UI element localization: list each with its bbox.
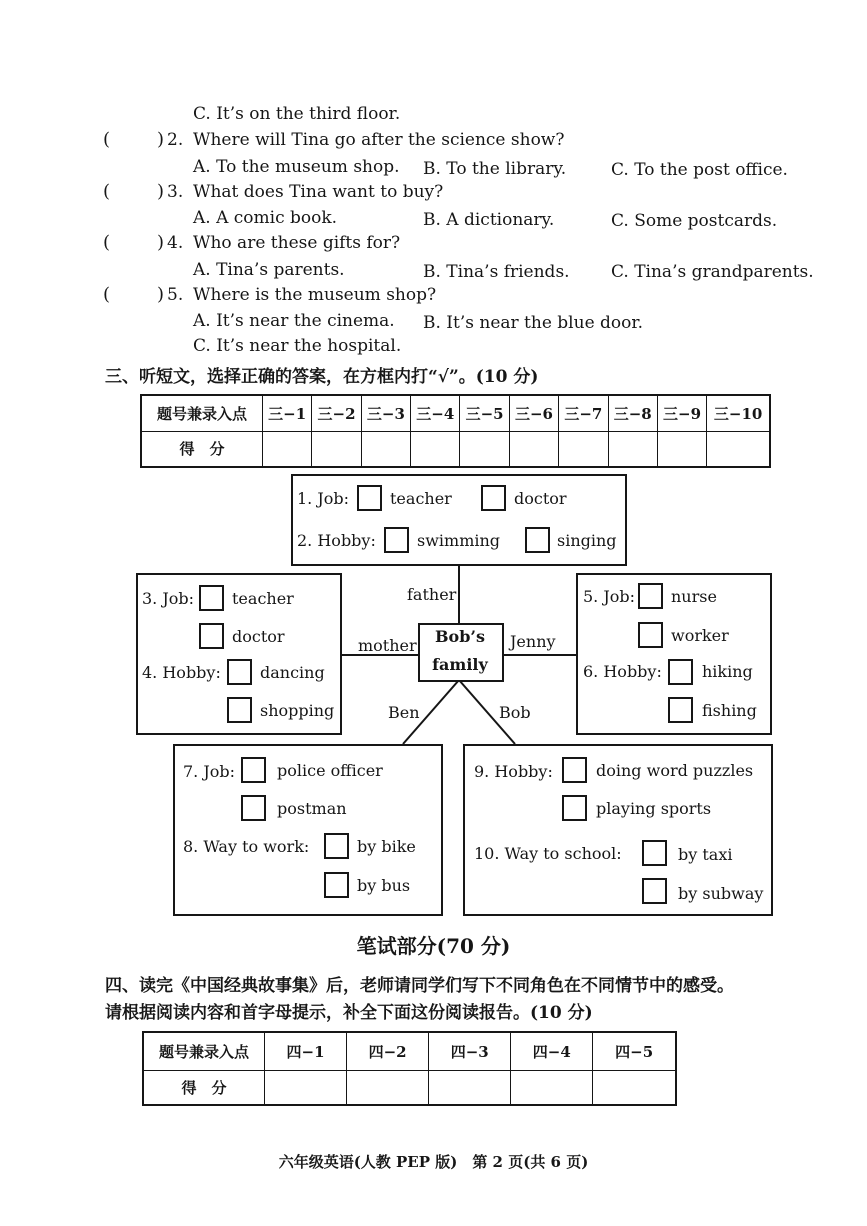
option-label: by taxi bbox=[678, 845, 733, 864]
written-part-title: 笔试部分(70 分) bbox=[356, 934, 511, 958]
q5-checkbox-nurse[interactable] bbox=[638, 583, 663, 609]
page-footer: 六年级英语(人教 PEP 版) 第 2 页(共 6 页) bbox=[278, 1153, 589, 1171]
option-a: A. A comic book. bbox=[193, 208, 338, 228]
score-col-header: 四−3 bbox=[429, 1032, 511, 1070]
link-label-mother: mother bbox=[358, 636, 417, 655]
score-col-header: 三−2 bbox=[312, 395, 361, 431]
option-label: worker bbox=[671, 626, 729, 645]
score-col-header: 三−7 bbox=[559, 395, 608, 431]
score-cell[interactable] bbox=[593, 1070, 676, 1105]
q4-label: 4. Hobby: bbox=[142, 663, 221, 682]
option-label: by bus bbox=[357, 876, 411, 895]
score-col-header: 三−6 bbox=[509, 395, 558, 431]
option-c: C. To the post office. bbox=[611, 160, 788, 180]
question-text: Where will Tina go after the science show? bbox=[193, 130, 565, 150]
score-col-header: 三−4 bbox=[411, 395, 460, 431]
q1-option-c: C. It’s on the third floor. bbox=[193, 104, 401, 124]
q4-checkbox-dancing[interactable] bbox=[227, 659, 252, 685]
link-label-bob: Bob bbox=[499, 703, 531, 722]
q2-checkbox-singing[interactable] bbox=[525, 527, 550, 553]
option-label: hiking bbox=[702, 662, 753, 681]
option-label: doctor bbox=[232, 627, 285, 646]
answer-paren-close: ) bbox=[157, 232, 165, 253]
option-label: doctor bbox=[514, 489, 567, 508]
answer-paren-close: ) bbox=[157, 129, 165, 150]
option-c: C. It’s near the hospital. bbox=[193, 336, 402, 356]
link-label-ben: Ben bbox=[388, 703, 420, 722]
option-c: C. Some postcards. bbox=[611, 211, 778, 231]
score-col-header: 四−2 bbox=[347, 1032, 429, 1070]
q5-checkbox-worker[interactable] bbox=[638, 622, 663, 648]
q2-checkbox-swimming[interactable] bbox=[384, 527, 409, 553]
q3-checkbox-doctor[interactable] bbox=[199, 623, 224, 649]
option-label: teacher bbox=[390, 489, 452, 508]
q6-checkbox-fishing[interactable] bbox=[668, 697, 693, 723]
q10-checkbox-by-taxi[interactable] bbox=[642, 840, 667, 866]
center-label-line1: Bob’s bbox=[435, 627, 485, 646]
score-cell[interactable] bbox=[511, 1070, 593, 1105]
q5-label: 5. Job: bbox=[583, 587, 636, 606]
q3-checkbox-teacher[interactable] bbox=[199, 585, 224, 611]
answer-paren-close: ) bbox=[157, 181, 165, 202]
q6-checkbox-hiking[interactable] bbox=[668, 659, 693, 685]
question-text: What does Tina want to buy? bbox=[193, 182, 444, 202]
q8-checkbox-by-bus[interactable] bbox=[324, 872, 349, 898]
score-col-header: 四−4 bbox=[511, 1032, 593, 1070]
option-a: A. Tina’s parents. bbox=[193, 260, 345, 280]
option-label: swimming bbox=[417, 531, 501, 550]
option-label: by bike bbox=[357, 837, 416, 856]
score-col-header: 四−1 bbox=[265, 1032, 347, 1070]
option-b: B. It’s near the blue door. bbox=[423, 313, 644, 333]
q10-label: 10. Way to school: bbox=[474, 844, 622, 863]
father-box bbox=[291, 474, 627, 566]
link-label-father: father bbox=[407, 585, 457, 604]
question-text: Who are these gifts for? bbox=[193, 233, 401, 253]
q8-checkbox-by-bike[interactable] bbox=[324, 833, 349, 859]
question-number: 2. bbox=[167, 130, 184, 150]
score-col-header: 三−5 bbox=[460, 395, 509, 431]
score-table-header-label: 题号兼录入点 bbox=[143, 1032, 265, 1070]
answer-paren-close: ) bbox=[157, 284, 165, 305]
option-a: A. It’s near the cinema. bbox=[193, 311, 395, 331]
q2-label: 2. Hobby: bbox=[297, 531, 376, 550]
answer-paren-open: ( bbox=[103, 129, 111, 150]
option-c: C. Tina’s grandparents. bbox=[611, 262, 814, 282]
option-label: postman bbox=[277, 799, 347, 818]
score-col-header: 三−3 bbox=[361, 395, 410, 431]
score-cell[interactable] bbox=[429, 1070, 511, 1105]
q10-checkbox-by-subway[interactable] bbox=[642, 878, 667, 904]
q3-label: 3. Job: bbox=[142, 589, 195, 608]
question-number: 5. bbox=[167, 285, 184, 305]
q8-label: 8. Way to work: bbox=[183, 837, 310, 856]
option-label: fishing bbox=[702, 701, 757, 720]
q9-checkbox-word-puzzles[interactable] bbox=[562, 757, 587, 783]
score-row-label: 得 分 bbox=[143, 1070, 265, 1105]
q1-checkbox-teacher[interactable] bbox=[357, 485, 382, 511]
section-4-heading-line1: 四、读完《中国经典故事集》后，老师请同学们写下不同角色在不同情节中的感受。 bbox=[105, 976, 734, 996]
answer-paren-open: ( bbox=[103, 232, 111, 253]
q7-label: 7. Job: bbox=[183, 762, 236, 781]
option-label: nurse bbox=[671, 587, 717, 606]
option-b: B. Tina’s friends. bbox=[423, 262, 570, 282]
q9-label: 9. Hobby: bbox=[474, 762, 553, 781]
score-table-4 bbox=[142, 1031, 677, 1106]
option-label: singing bbox=[557, 531, 617, 550]
q6-label: 6. Hobby: bbox=[583, 662, 662, 681]
score-col-header: 三−10 bbox=[707, 395, 770, 431]
option-label: teacher bbox=[232, 589, 294, 608]
q7-checkbox-police-officer[interactable] bbox=[241, 757, 266, 783]
score-col-header: 三−9 bbox=[657, 395, 706, 431]
option-label: by subway bbox=[678, 884, 764, 903]
q9-checkbox-playing-sports[interactable] bbox=[562, 795, 587, 821]
score-row-label: 得 分 bbox=[141, 431, 263, 467]
q7-checkbox-postman[interactable] bbox=[241, 795, 266, 821]
center-label-line2: family bbox=[432, 655, 488, 674]
question-number: 3. bbox=[167, 182, 184, 202]
score-col-header: 三−1 bbox=[263, 395, 312, 431]
score-cell[interactable] bbox=[265, 1070, 347, 1105]
option-label: doing word puzzles bbox=[596, 761, 754, 780]
option-b: B. A dictionary. bbox=[423, 210, 555, 230]
option-label: police officer bbox=[277, 761, 383, 780]
option-label: dancing bbox=[260, 663, 325, 682]
q1-label: 1. Job: bbox=[297, 489, 350, 508]
section-3-heading: 三、听短文，选择正确的答案，在方框内打“√”。(10 分) bbox=[105, 367, 539, 387]
option-a: A. To the museum shop. bbox=[193, 157, 400, 177]
option-label: shopping bbox=[260, 701, 335, 720]
link-label-jenny: Jenny bbox=[510, 632, 556, 651]
score-cell[interactable] bbox=[347, 1070, 429, 1105]
score-col-header: 四−5 bbox=[593, 1032, 676, 1070]
option-b: B. To the library. bbox=[423, 159, 567, 179]
section-4-heading-line2: 请根据阅读内容和首字母提示，补全下面这份阅读报告。(10 分) bbox=[105, 1003, 593, 1023]
question-number: 4. bbox=[167, 233, 184, 253]
q1-checkbox-doctor[interactable] bbox=[481, 485, 506, 511]
score-col-header: 三−8 bbox=[608, 395, 657, 431]
answer-paren-open: ( bbox=[103, 181, 111, 202]
q4-checkbox-shopping[interactable] bbox=[227, 697, 252, 723]
question-text: Where is the museum shop? bbox=[193, 285, 437, 305]
option-label: playing sports bbox=[596, 799, 712, 818]
score-table-header-label: 题号兼录入点 bbox=[141, 395, 263, 431]
answer-paren-open: ( bbox=[103, 284, 111, 305]
